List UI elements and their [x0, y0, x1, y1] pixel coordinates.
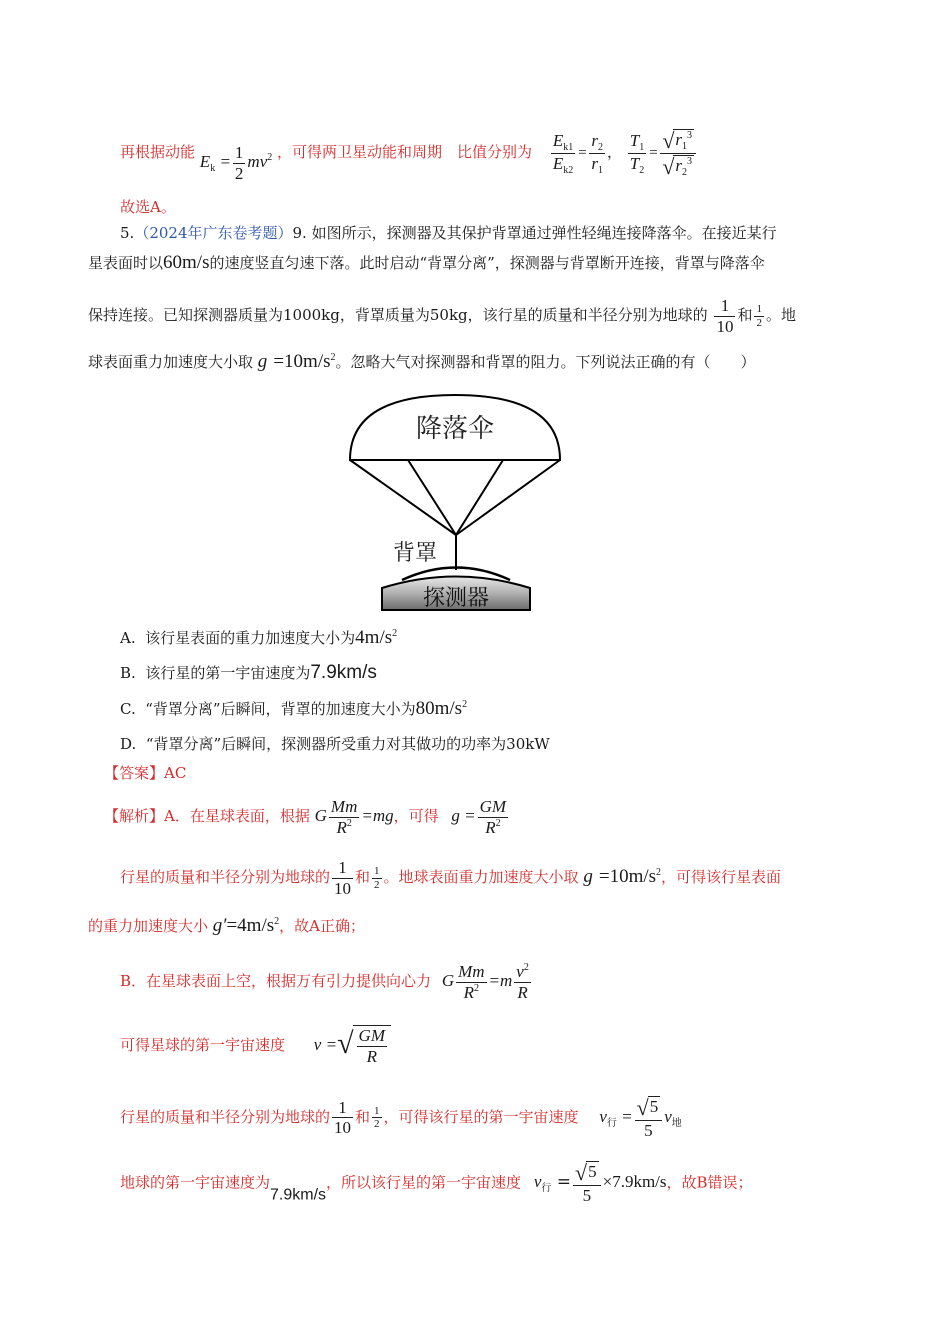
gravitation-formula: G $\frac{Mm}{R^2}$ =mg — [314, 797, 394, 837]
g-formula: g = $\frac{GM}{R^2}$ — [451, 797, 507, 837]
option-d[interactable]: D. “背罩分离”后瞬间，探测器所受重力对其做功的功率为30kW — [120, 735, 550, 753]
line-inner-right — [456, 460, 503, 535]
cover-label: 背罩 — [392, 541, 438, 566]
analysis-b-3: 行星的质量和半径分别为地球的 $\frac{1}{10}$ 和 $\frac{1}{2}$ ，可得该行星的第一宇宙速度 $v_行$ = $\frac{√5}{5}$ $v_地$ — [120, 1095, 682, 1141]
planet-velocity-result: $v_行$ = $\frac{√5}{5}$ ×7.9km/s — [533, 1160, 667, 1206]
analysis-a-2: 行星的质量和半径分别为地球的 $\frac{1}{10}$ 和 $\frac{1}{2}$ 。地球表面重力加速度大小取 $g =10m/s^2$，可得该行星表面 — [120, 858, 782, 898]
analysis-a-3: 的重力加速度大小 $g'=4m/s^2$，故A正确； — [88, 915, 365, 936]
question-line-1: 5.（2024年广东卷考题）9. 如图所示，探测器及其保护背罩通过弹性轻绳连接降落伞。在接近某行 — [120, 224, 777, 242]
radius-ratio-fraction: $\frac{1}{2}$ — [756, 302, 762, 329]
question-source: （2024年广东卷考题） — [134, 224, 293, 242]
analysis-b-4: 地球的第一宇宙速度为7.9km/s，所以该行星的第一宇宙速度 $v_行$ = $\frac{√5}{5}$ ×7.9km/s，故B错误； — [120, 1160, 753, 1206]
option-a[interactable]: A. 该行星表面的重力加速度大小为$4m/s^2$ — [120, 627, 398, 648]
analysis-b-1: B．在星球表面上空，根据万有引力提供向心力 G $\frac{Mm}{R^2}$ =m $\frac{v^2}{R}$ — [120, 962, 533, 1002]
question-line-2: 星表面时以60m/s的速度竖直匀速下落。此时启动“背罩分离”，探测器与背罩断开连接，背罩与降落伞 — [88, 252, 765, 273]
analysis-b-2: 可得星球的第一宇宙速度 v =√ $\frac{GM}{R}$ — [120, 1025, 391, 1066]
ratio-formulas: $\frac{E_{k1}}{E_{k2}}$ = $\frac{r_2}{r_1}$ ， $\frac{T_1}{T_2}$ = $\frac{√r_1^3}{√r_2^3}$ — [549, 145, 698, 161]
centripetal-formula: G $\frac{Mm}{R^2}$ =m $\frac{v^2}{R}$ — [441, 962, 529, 1002]
line-left — [350, 460, 456, 535]
first-cosmic-velocity-formula: v =√ $\frac{GM}{R}$ — [314, 1035, 391, 1054]
answer-line: 【答案】AC — [104, 764, 187, 782]
mass-ratio-fraction: $\frac{1}{10}$ — [716, 296, 734, 336]
prev-answer-line: 故选A。 — [120, 198, 176, 216]
prev-kinetic-line: 再根据动能 $E_k$ = $\frac{1}{2}$ $mv^2$ ，可得两卫星动能和周期 比值分别为 $\frac{E_{k1}}{E_{k2}}$ = $\frac{r_2}{r_1}$ ， $\frac{T_1}{T_2}$ = $\frac{√r_1^3}{√r_2^3}$ — [120, 128, 698, 183]
probe-label: 探测器 — [422, 586, 490, 611]
line-inner-left — [408, 460, 456, 535]
parachute-svg — [340, 390, 570, 615]
question-line-3: 保持连接。已知探测器质量为1000kg，背罩质量为50kg，该行星的质量和半径分别为地球的 $\frac{1}{10}$ 和 $\frac{1}{2}$ 。地 — [88, 296, 796, 336]
question-line-4: 球表面重力加速度大小取 $g =10m/s^2$。忽略大气对探测器和背罩的阻力。下列说法正确的有（ ） — [88, 351, 756, 372]
gravity-value: $g =10m/s^2$ — [257, 351, 336, 372]
kinetic-energy-formula: $E_k$ = $\frac{1}{2}$ $mv^2$ — [199, 143, 273, 183]
parachute-diagram — [340, 390, 570, 619]
line-right — [456, 460, 560, 535]
analysis-a-1: 【解析】A．在星球表面，根据 G $\frac{Mm}{R^2}$ =mg，可得 g = $\frac{GM}{R^2}$ — [104, 797, 510, 837]
planet-velocity-formula: $v_行$ = $\frac{√5}{5}$ $v_地$ — [599, 1095, 682, 1141]
speed-value: 60m/s — [163, 252, 210, 273]
parachute-label: 降落伞 — [415, 414, 495, 444]
option-c[interactable]: C. “背罩分离”后瞬间，背罩的加速度大小为$80m/s^2$ — [120, 698, 468, 719]
option-b[interactable]: B. 该行星的第一宇宙速度为7.9km/s — [120, 662, 377, 683]
